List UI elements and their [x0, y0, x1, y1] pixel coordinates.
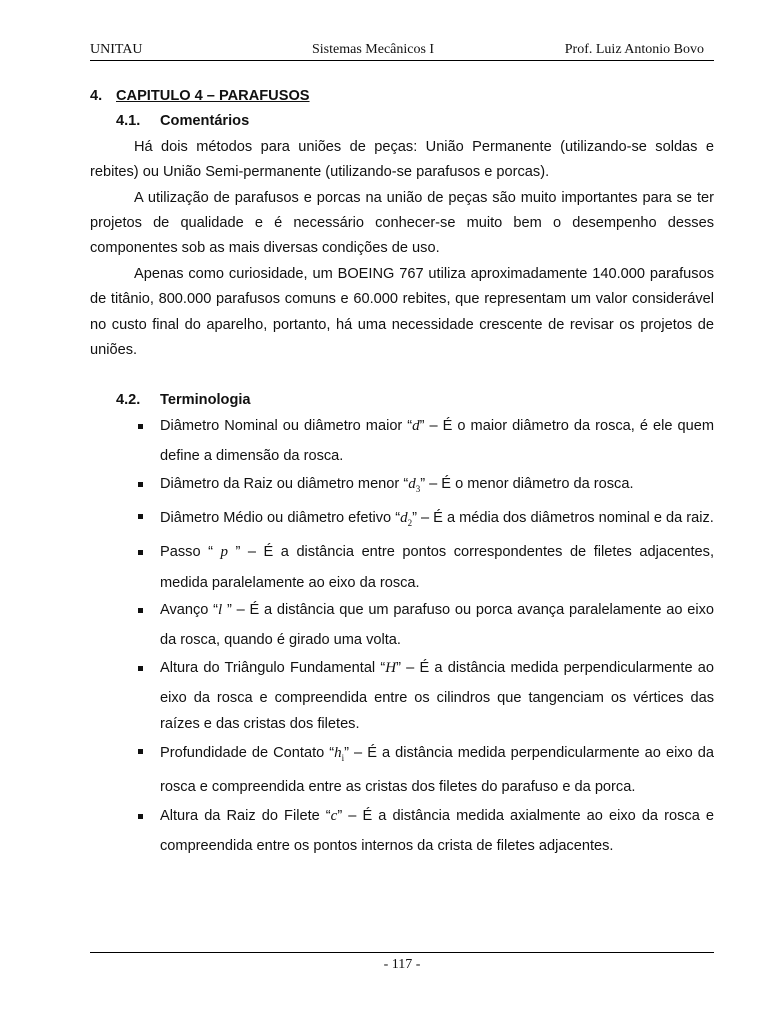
- term-text: ” – É a distância medida perpendicularmente ao eixo da rosca e compreendida entre os cilindros que tangenciam os vértices das raízes e das cristas dos filetes.: [160, 659, 714, 732]
- term-symbol: h: [334, 744, 342, 761]
- square-bullet-icon: [138, 608, 143, 613]
- list-item: [90, 739, 714, 802]
- square-bullet-icon: [138, 482, 143, 487]
- term-subscript: i: [341, 752, 345, 763]
- section-number: 4.2.: [116, 392, 141, 409]
- spacer: [90, 363, 714, 388]
- term-text: ” – É a distância medida perpendicularmente ao eixo da rosca e compreendida entre as cristas dos filetes do parafuso e da porca.: [160, 744, 714, 795]
- square-bullet-icon: [138, 550, 143, 555]
- term-symbol: d: [408, 475, 416, 492]
- terminology-list: [90, 414, 714, 860]
- term-text: Altura da Raiz do Filete “: [160, 807, 331, 824]
- term-symbol: H: [385, 659, 397, 676]
- page-footer: [90, 952, 714, 973]
- chapter-number: 4.: [90, 88, 103, 104]
- term-text: Altura do Triângulo Fundamental “: [160, 659, 386, 676]
- list-item: [90, 656, 714, 737]
- term-symbol: d: [400, 510, 408, 527]
- section-number: 4.1.: [116, 113, 141, 130]
- page-number: - 117 -: [383, 957, 421, 972]
- header-author: Prof. Luiz Antonio Bovo: [564, 42, 704, 57]
- list-item: [90, 472, 714, 502]
- square-bullet-icon: [138, 666, 143, 671]
- term-subscript: 2: [407, 518, 413, 529]
- list-item: [90, 598, 714, 654]
- document-body: [90, 84, 714, 862]
- term-text: Passo “: [160, 544, 221, 561]
- term-symbol: d: [412, 417, 420, 434]
- term-text: ” – É o menor diâmetro da rosca.: [420, 475, 634, 492]
- term-text: ” – É a distância entre pontos correspondentes de filetes adjacentes, medida paralelamente ao eixo da rosca.: [160, 544, 714, 591]
- term-text: ” – É a média dos diâmetros nominal e da raiz.: [412, 510, 714, 527]
- square-bullet-icon: [138, 749, 143, 754]
- list-item: [90, 540, 714, 596]
- header-course: Sistemas Mecânicos I: [312, 42, 435, 57]
- paragraph: Há dois métodos para uniões de peças: União Permanente (utilizando-se soldas e rebites) ou União Semi-permanente (utilizando-se parafusos e porcas).: [90, 138, 714, 181]
- chapter-title: CAPITULO 4 – PARAFUSOS: [116, 88, 310, 104]
- header-institution: UNITAU: [90, 42, 143, 57]
- square-bullet-icon: [138, 514, 143, 519]
- term-text: ” – É a distância que um parafuso ou porca avança paralelamente ao eixo da rosca, quando é girado uma volta.: [160, 601, 714, 649]
- section-heading-comentarios: [90, 109, 714, 134]
- section-heading-terminologia: [90, 388, 714, 413]
- list-item: [90, 804, 714, 860]
- term-text: Avanço “: [160, 601, 219, 618]
- list-item: [90, 504, 714, 538]
- term-text: Diâmetro da Raiz ou diâmetro menor “: [160, 475, 409, 492]
- page-header: [90, 40, 714, 61]
- term-text: Diâmetro Nominal ou diâmetro maior “: [160, 417, 413, 434]
- term-text: ” – É a distância medida axialmente ao eixo da rosca e compreendida entre os pontos internos da crista de filetes adjacentes.: [160, 807, 714, 855]
- chapter-heading: [90, 84, 714, 109]
- paragraph: Apenas como curiosidade, um BOEING 767 utiliza aproximadamente 140.000 parafusos de titânio, 800.000 parafusos comuns e 60.000 rebites, que representam um valor considerável no custo final do aparelho, portanto, há uma necessidade crescente de revisar os projetos de uniões.: [90, 265, 714, 359]
- list-item: [90, 414, 714, 470]
- square-bullet-icon: [138, 424, 143, 429]
- term-symbol: l: [218, 601, 223, 618]
- term-symbol: c: [330, 807, 338, 824]
- square-bullet-icon: [138, 814, 143, 819]
- paragraph: A utilização de parafusos e porcas na união de peças são muito importantes para se ter projetos de qualidade e é necessário conhecer-se muito bem o desempenho desses componentes sob as mais diversas condições de uso.: [90, 189, 714, 257]
- term-text: Profundidade de Contato “: [160, 744, 335, 761]
- section-title: Comentários: [160, 113, 250, 130]
- term-text: ” – É o maior diâmetro da rosca, é ele quem define a dimensão da rosca.: [160, 417, 714, 465]
- term-symbol: p: [220, 544, 228, 561]
- term-subscript: 3: [415, 483, 421, 494]
- term-text: Diâmetro Médio ou diâmetro efetivo “: [160, 510, 401, 527]
- section-title: Terminologia: [160, 392, 251, 409]
